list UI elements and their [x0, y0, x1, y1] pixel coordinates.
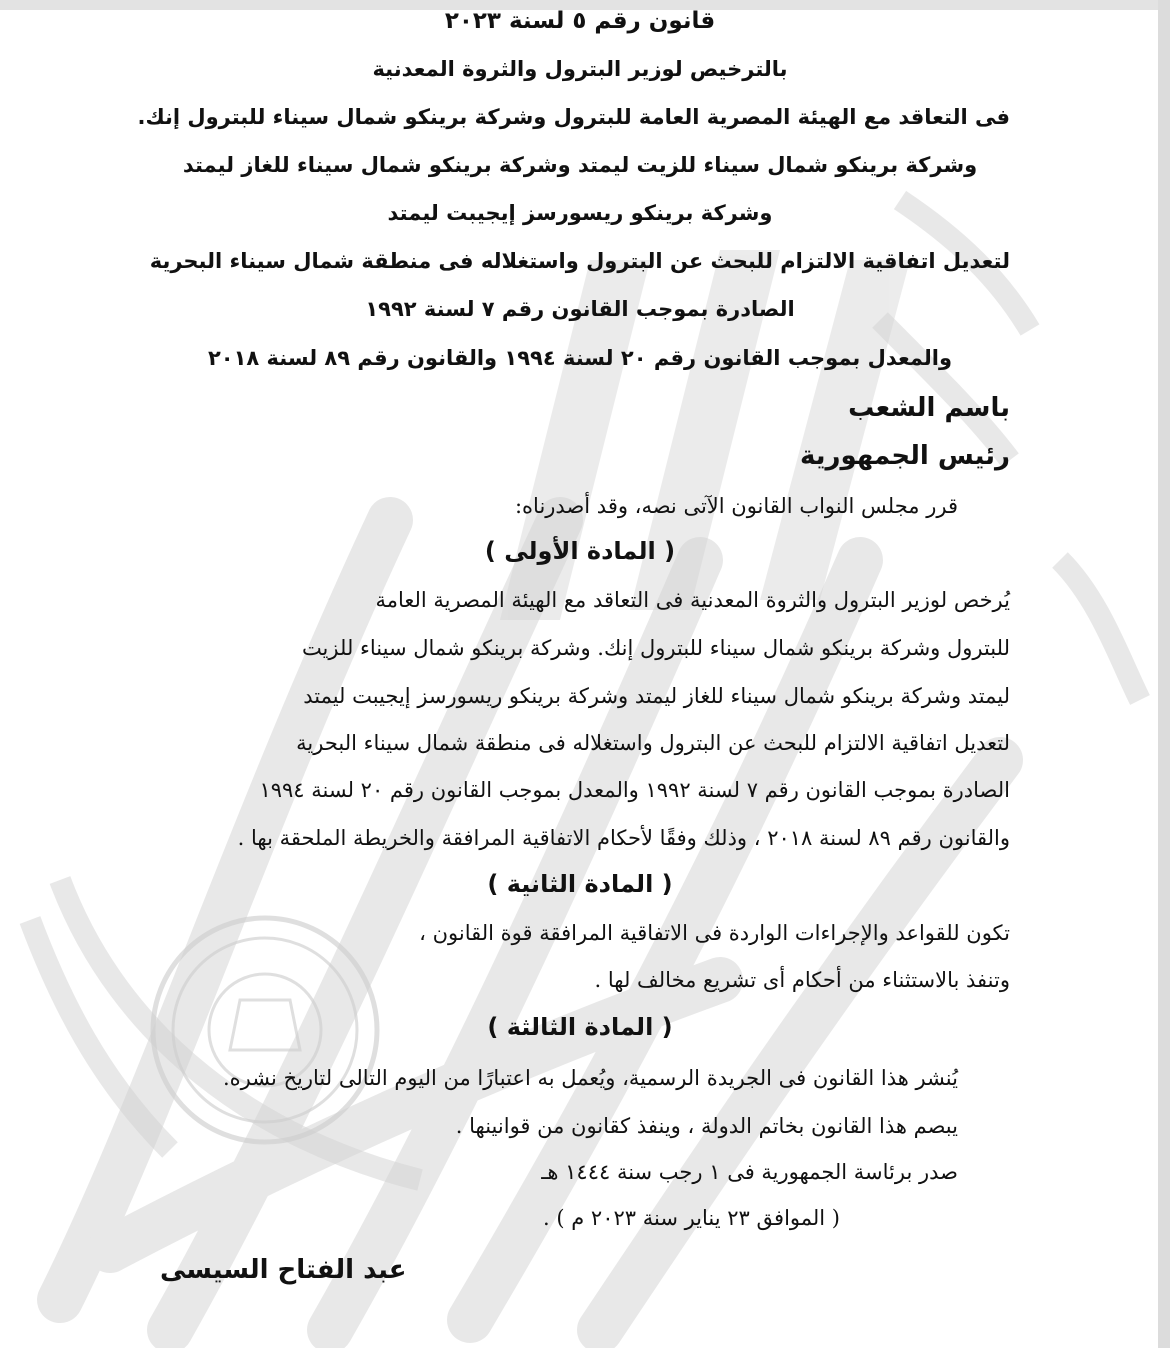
- article-1-heading: ( المادة الأولى ): [484, 537, 676, 565]
- article-1-line-6: والقانون رقم ٨٩ لسنة ٢٠١٨ ، وذلك وفقًا لأحكام الاتفاقية المرافقة والخريطة الملحقة بها .: [237, 826, 1010, 850]
- subtitle-line-1: بالترخيص لوزير البترول والثروة المعدنية: [372, 57, 788, 81]
- in-name-of-people: باسم الشعب: [848, 393, 1010, 423]
- preamble: قرر مجلس النواب القانون الآتى نصه، وقد أصدرناه:: [514, 494, 958, 518]
- subtitle-line-3: وشركة برينكو شمال سيناء للزيت ليمتد وشركة برينكو شمال سيناء للغاز ليمتد: [182, 153, 978, 177]
- document-body: [137, 0, 1010, 1348]
- subtitle-line-5: لتعديل اتفاقية الالتزام للبحث عن البترول واستغلاله فى منطقة شمال سيناء البحرية: [149, 249, 1010, 273]
- president-signature: عبد الفتاح السيسى: [160, 1255, 407, 1285]
- article-1-line-2: للبترول وشركة برينكو شمال سيناء للبترول إنك. وشركة برينكو شمال سيناء للزيت: [301, 636, 1010, 660]
- article-1-line-1: يُرخص لوزير البترول والثروة المعدنية فى التعاقد مع الهيئة المصرية العامة: [375, 588, 1010, 612]
- article-1-line-3: ليمتد وشركة برينكو شمال سيناء للغاز ليمتد وشركة برينكو ريسورسز إيجيبت ليمتد: [303, 684, 1010, 708]
- president-heading: رئيس الجمهورية: [800, 441, 1010, 471]
- article-1-line-4: لتعديل اتفاقية الالتزام للبحث عن البترول واستغلاله فى منطقة شمال سيناء البحرية: [296, 731, 1010, 755]
- article-1-line-5: الصادرة بموجب القانون رقم ٧ لسنة ١٩٩٢ والمعدل بموجب القانون رقم ٢٠ لسنة ١٩٩٤: [259, 778, 1010, 802]
- subtitle-line-7: والمعدل بموجب القانون رقم ٢٠ لسنة ١٩٩٤ والقانون رقم ٨٩ لسنة ٢٠١٨: [207, 346, 953, 370]
- subtitle-line-4: وشركة برينكو ريسورسز إيجيبت ليمتد: [387, 201, 773, 225]
- law-title: قانون رقم ٥ لسنة ٢٠٢٣: [444, 8, 716, 34]
- article-3-line-2: يبصم هذا القانون بخاتم الدولة ، وينفذ كقانون من قوانينها .: [455, 1114, 958, 1138]
- article-3-heading: ( المادة الثالثة ): [487, 1013, 673, 1041]
- subtitle-line-6: الصادرة بموجب القانون رقم ٧ لسنة ١٩٩٢: [365, 297, 795, 321]
- corresponding-date: ( الموافق ٢٣ يناير سنة ٢٠٢٣ م ) .: [543, 1206, 840, 1230]
- right-border: [1158, 0, 1170, 1348]
- subtitle-line-2: فى التعاقد مع الهيئة المصرية العامة للبترول وشركة برينكو شمال سيناء للبترول إنك.: [137, 105, 1010, 129]
- issued-date: صدر برئاسة الجمهورية فى ١ رجب سنة ١٤٤٤ هـ: [541, 1160, 958, 1184]
- article-2-heading: ( المادة الثانية ): [487, 870, 673, 898]
- article-3-line-1: يُنشر هذا القانون فى الجريدة الرسمية، ويُعمل به اعتبارًا من اليوم التالى لتاريخ نشره.: [222, 1066, 958, 1090]
- article-2-line-2: وتنفذ بالاستثناء من أحكام أى تشريع مخالف لها .: [594, 968, 1010, 992]
- article-2-line-1: تكون للقواعد والإجراءات الواردة فى الاتفاقية المرافقة قوة القانون ،: [419, 921, 1010, 945]
